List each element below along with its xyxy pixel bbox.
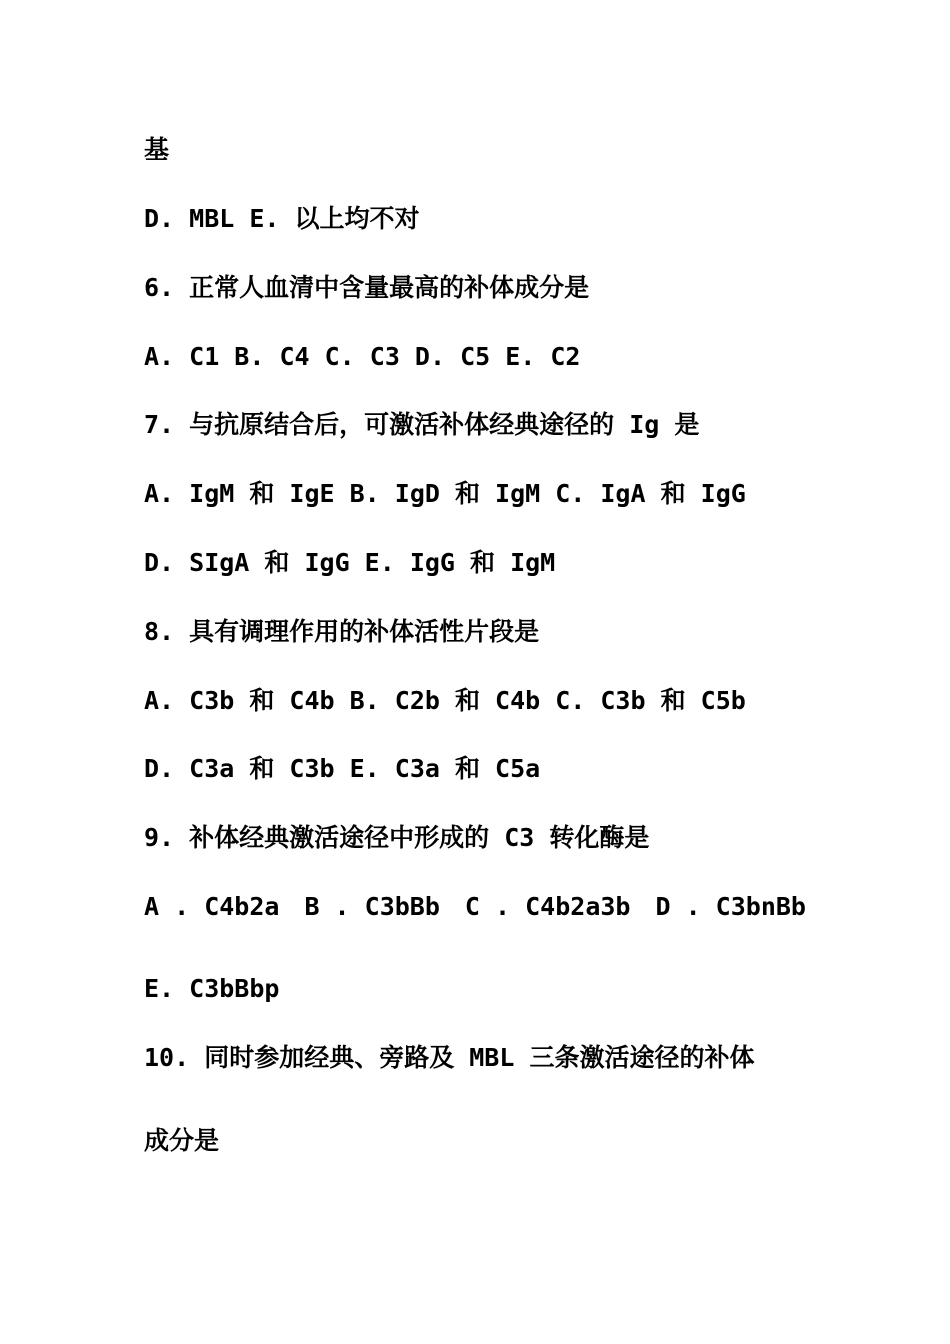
q7-question: 7. 与抗原结合后，可激活补体经典途径的 Ig 是	[144, 410, 700, 439]
q6-options: A. C1 B. C4 C. C3 D. C5 E. C2	[144, 342, 581, 371]
q5-options-de: D. MBL E. 以上均不对	[144, 204, 420, 233]
q9-option-c: C . C4b2a3b	[464, 892, 631, 921]
q6-question: 6. 正常人血清中含量最高的补体成分是	[144, 273, 590, 302]
q9-option-e: E. C3bBbp	[144, 974, 280, 1003]
continuation-text: 基	[144, 135, 170, 164]
q9-question: 9. 补体经典激活途径中形成的 C3 转化酶是	[144, 823, 650, 852]
q8-options-abc: A. C3b 和 C4b B. C2b 和 C4b C. C3b 和 C5b	[144, 686, 746, 715]
q9-option-a: A . C4b2a	[144, 892, 280, 921]
q8-options-de: D. C3a 和 C3b E. C3a 和 C5a	[144, 754, 541, 783]
q9-option-b: B . C3bBb	[304, 892, 440, 921]
q9-options-abcd	[144, 892, 806, 922]
q8-question: 8. 具有调理作用的补体活性片段是	[144, 617, 540, 646]
q9-option-d: D . C3bnBb	[655, 892, 806, 921]
q7-options-de: D. SIgA 和 IgG E. IgG 和 IgM	[144, 548, 556, 577]
q7-options-abc: A. IgM 和 IgE B. IgD 和 IgM C. IgA 和 IgG	[144, 479, 746, 508]
q10-question-line1: 10. 同时参加经典、旁路及 MBL 三条激活途径的补体	[144, 1043, 755, 1072]
q10-question-line2: 成分是	[144, 1126, 220, 1155]
